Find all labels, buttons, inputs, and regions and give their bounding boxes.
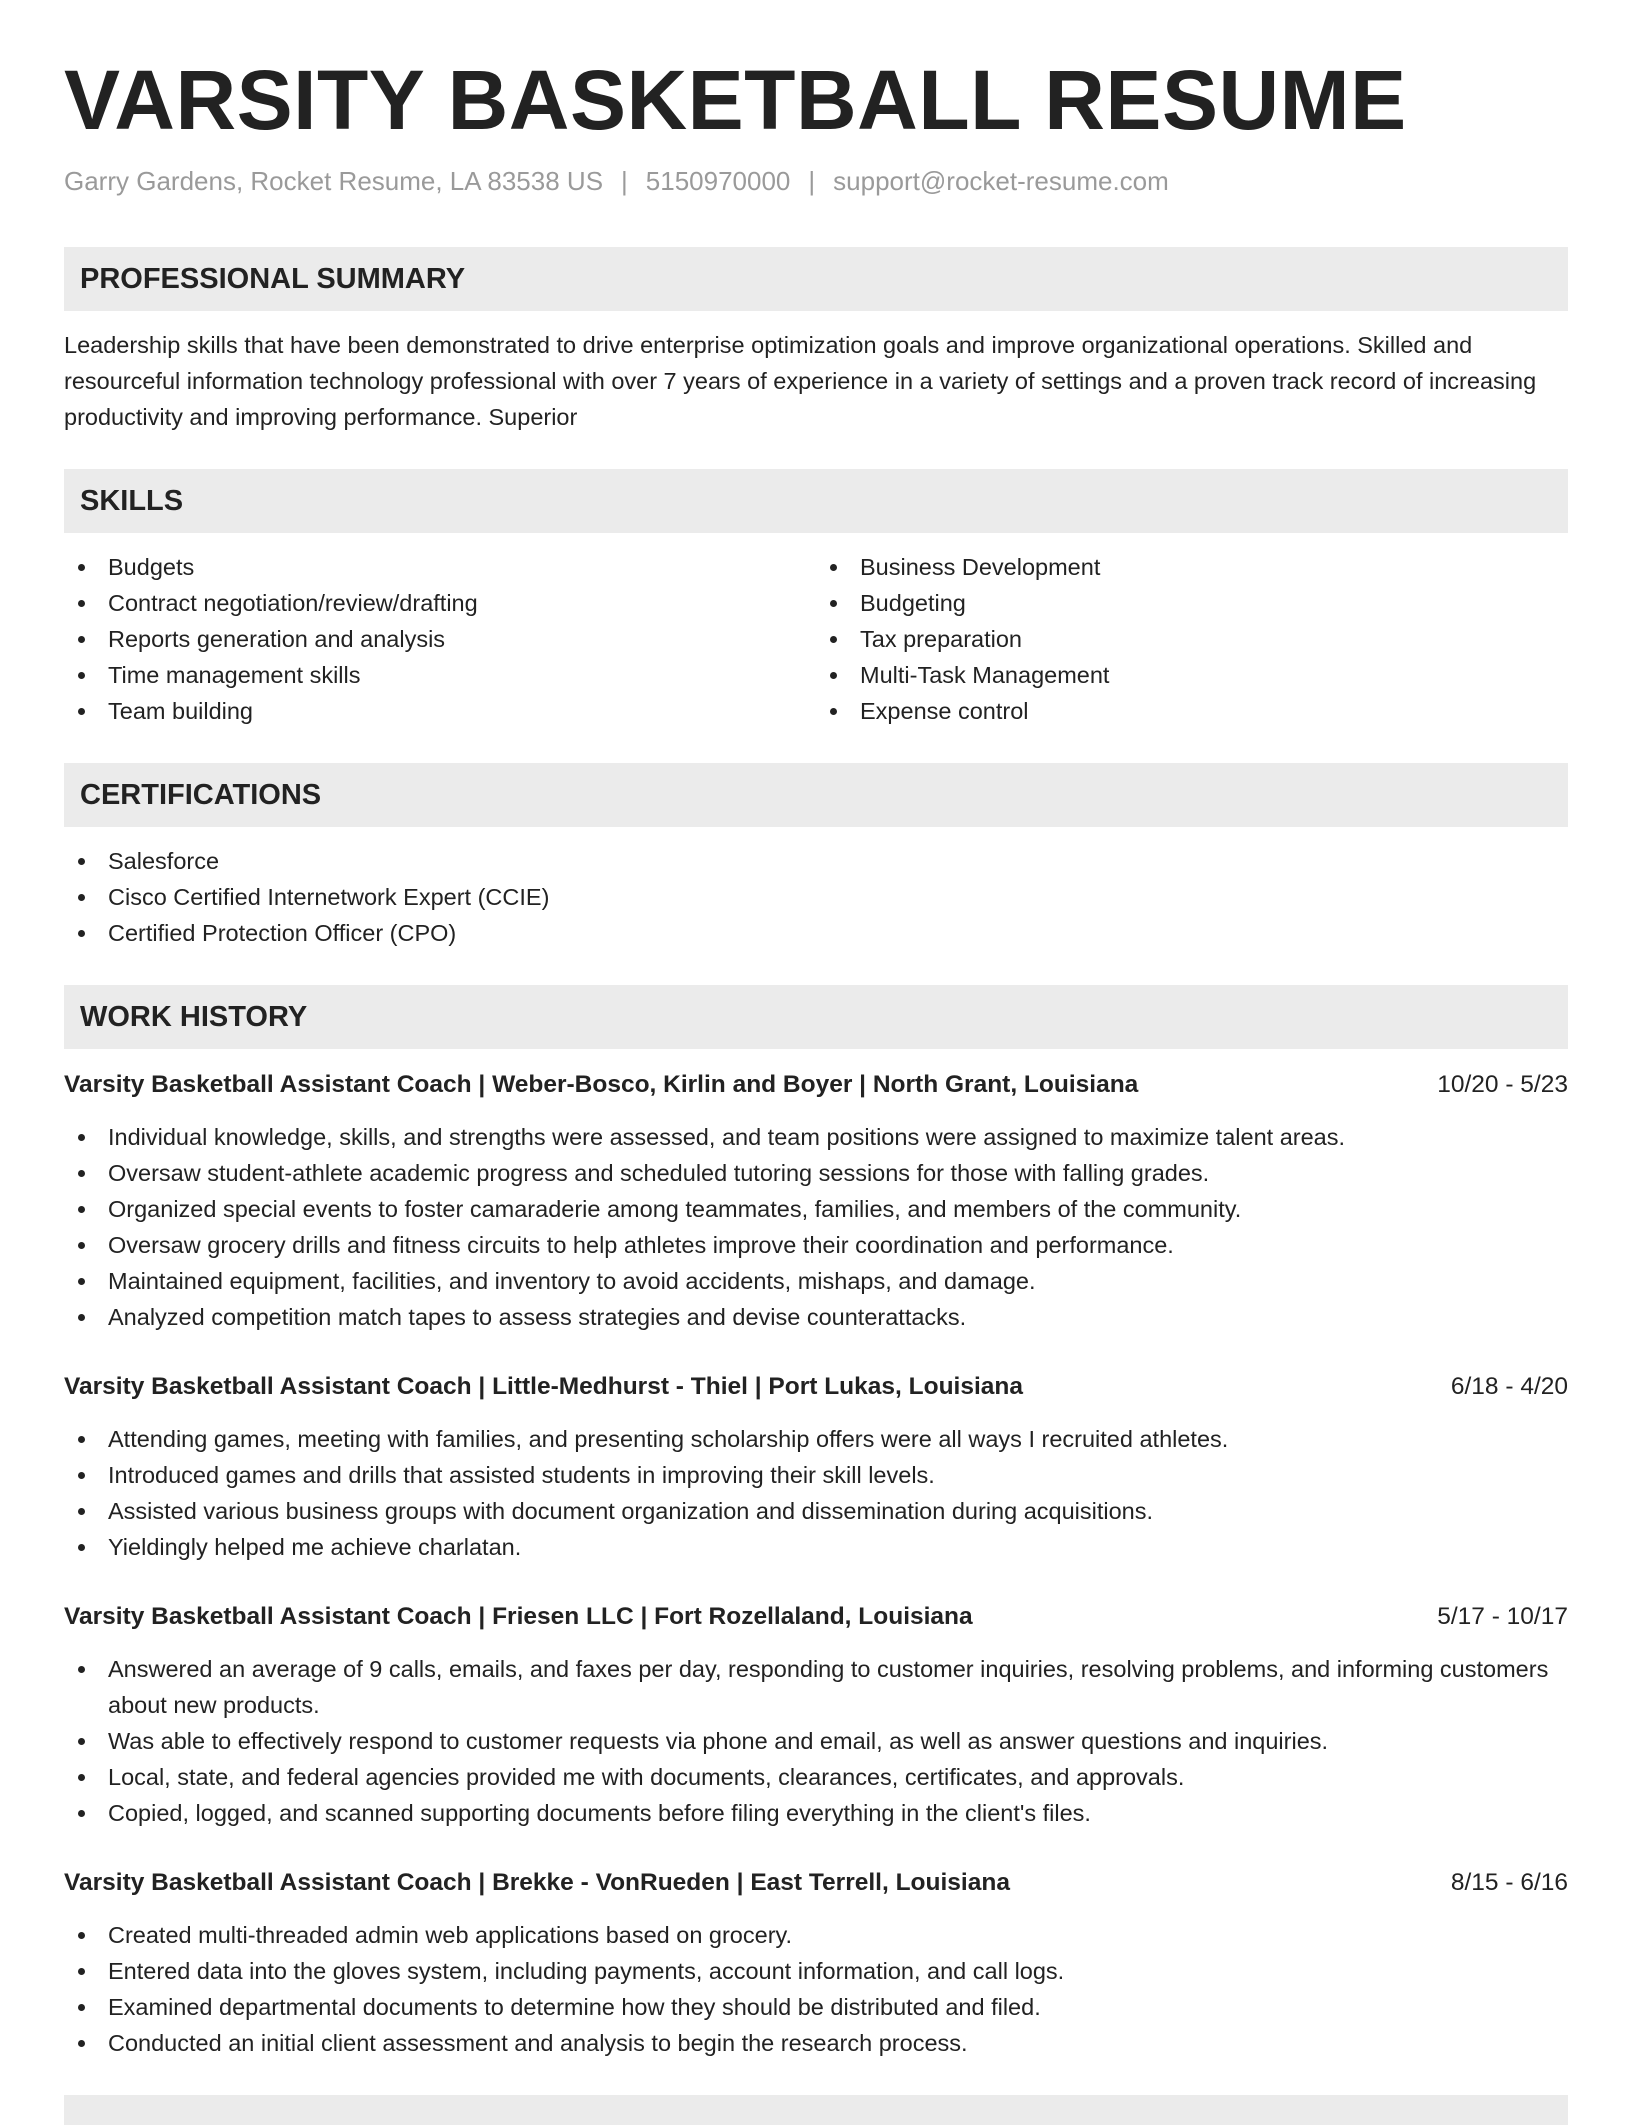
resume-title: VARSITY BASKETBALL RESUME: [64, 53, 1407, 147]
skills-list-right: [816, 549, 1568, 729]
job-dates: 10/20 - 5/23: [1437, 1071, 1568, 1098]
contact-email: support@rocket-resume.com: [833, 166, 1169, 196]
next-section-bar: [64, 2095, 1568, 2125]
contact-separator: |: [808, 166, 816, 196]
job-bullets: [64, 1421, 1568, 1565]
job-bullet: Introduced games and drills that assisted students in improving their skill levels.: [64, 1457, 1568, 1493]
job-bullets: [64, 1917, 1568, 2061]
certification-item: Certified Protection Officer (CPO): [64, 915, 1568, 951]
job-bullet: Analyzed competition match tapes to assess strategies and devise counterattacks.: [64, 1299, 1568, 1335]
job-bullet: Attending games, meeting with families, and presenting scholarship offers were all ways I recruited athletes.: [64, 1421, 1568, 1457]
skill-item: Budgeting: [816, 585, 1568, 621]
skill-item: Contract negotiation/review/drafting: [64, 585, 816, 621]
job-bullet: Assisted various business groups with document organization and dissemination during acquisitions.: [64, 1493, 1568, 1529]
skills-columns: [64, 549, 1568, 729]
skills-list-left: [64, 549, 816, 729]
job-entry: [64, 1369, 1568, 1565]
job-title: Varsity Basketball Assistant Coach | Weber-Bosco, Kirlin and Boyer | North Grant, Louisiana: [64, 1071, 1139, 1098]
section-heading-summary: PROFESSIONAL SUMMARY: [64, 247, 1568, 311]
certifications-list: [64, 843, 1568, 951]
job-header: [64, 1369, 1568, 1405]
contact-phone: 5150970000: [645, 166, 791, 196]
job-header: [64, 1865, 1568, 1901]
job-entry: [64, 1067, 1568, 1335]
certification-item: Cisco Certified Internetwork Expert (CCIE): [64, 879, 1568, 915]
job-title: Varsity Basketball Assistant Coach | Little-Medhurst - Thiel | Port Lukas, Louisiana: [64, 1373, 1023, 1400]
skill-item: Time management skills: [64, 657, 816, 693]
job-bullet: Copied, logged, and scanned supporting documents before filing everything in the client's files.: [64, 1795, 1568, 1831]
job-bullet: Answered an average of 9 calls, emails, and faxes per day, responding to customer inquiries, resolving problems, and informing customers about new products.: [64, 1651, 1568, 1723]
job-header: [64, 1599, 1568, 1635]
skill-item: Multi-Task Management: [816, 657, 1568, 693]
job-bullet: Created multi-threaded admin web applications based on grocery.: [64, 1917, 1568, 1953]
job-entry: [64, 1865, 1568, 2061]
section-heading-skills: SKILLS: [64, 469, 1568, 533]
skill-item: Expense control: [816, 693, 1568, 729]
job-dates: 6/18 - 4/20: [1450, 1373, 1568, 1400]
contact-separator: |: [621, 166, 628, 196]
skill-item: Team building: [64, 693, 816, 729]
job-header: [64, 1067, 1568, 1103]
job-dates: 5/17 - 10/17: [1437, 1603, 1568, 1630]
job-bullet: Conducted an initial client assessment and analysis to begin the research process.: [64, 2025, 1568, 2061]
skill-item: Tax preparation: [816, 621, 1568, 657]
contact-line: [64, 166, 1568, 197]
job-entry: [64, 1599, 1568, 1831]
contact-address: Garry Gardens, Rocket Resume, LA 83538 US: [64, 166, 604, 196]
job-bullet: Examined departmental documents to determine how they should be distributed and filed.: [64, 1989, 1568, 2025]
section-heading-certifications: CERTIFICATIONS: [64, 763, 1568, 827]
job-title: Varsity Basketball Assistant Coach | Brekke - VonRueden | East Terrell, Louisiana: [64, 1869, 1010, 1896]
job-bullet: Entered data into the gloves system, including payments, account information, and call logs.: [64, 1953, 1568, 1989]
skill-item: Reports generation and analysis: [64, 621, 816, 657]
job-bullet: Oversaw student-athlete academic progress and scheduled tutoring sessions for those with falling grades.: [64, 1155, 1568, 1191]
job-bullet: Maintained equipment, facilities, and inventory to avoid accidents, mishaps, and damage.: [64, 1263, 1568, 1299]
certification-item: Salesforce: [64, 843, 1568, 879]
job-bullet: Was able to effectively respond to customer requests via phone and email, as well as answer questions and inquiries.: [64, 1723, 1568, 1759]
skill-item: Business Development: [816, 549, 1568, 585]
job-bullet: Yieldingly helped me achieve charlatan.: [64, 1529, 1568, 1565]
job-title: Varsity Basketball Assistant Coach | Friesen LLC | Fort Rozellaland, Louisiana: [64, 1603, 973, 1630]
job-bullet: Oversaw grocery drills and fitness circuits to help athletes improve their coordination and performance.: [64, 1227, 1568, 1263]
job-bullets: [64, 1119, 1568, 1335]
job-dates: 8/15 - 6/16: [1450, 1869, 1568, 1896]
skill-item: Budgets: [64, 549, 816, 585]
job-bullet: Individual knowledge, skills, and strengths were assessed, and team positions were assigned to maximize talent areas.: [64, 1119, 1568, 1155]
job-bullets: [64, 1651, 1568, 1831]
job-bullet: Organized special events to foster camaraderie among teammates, families, and members of the community.: [64, 1191, 1568, 1227]
job-bullet: Local, state, and federal agencies provided me with documents, clearances, certificates, and approvals.: [64, 1759, 1568, 1795]
summary-text: Leadership skills that have been demonstrated to drive enterprise optimization goals and improve organizational operations. Skilled and resourceful information technology professional with over 7 years of experience in a variety of settings and a proven track record of increasing productivity and improving performance. Superior: [64, 332, 1537, 430]
section-heading-work-history: WORK HISTORY: [64, 985, 1568, 1049]
